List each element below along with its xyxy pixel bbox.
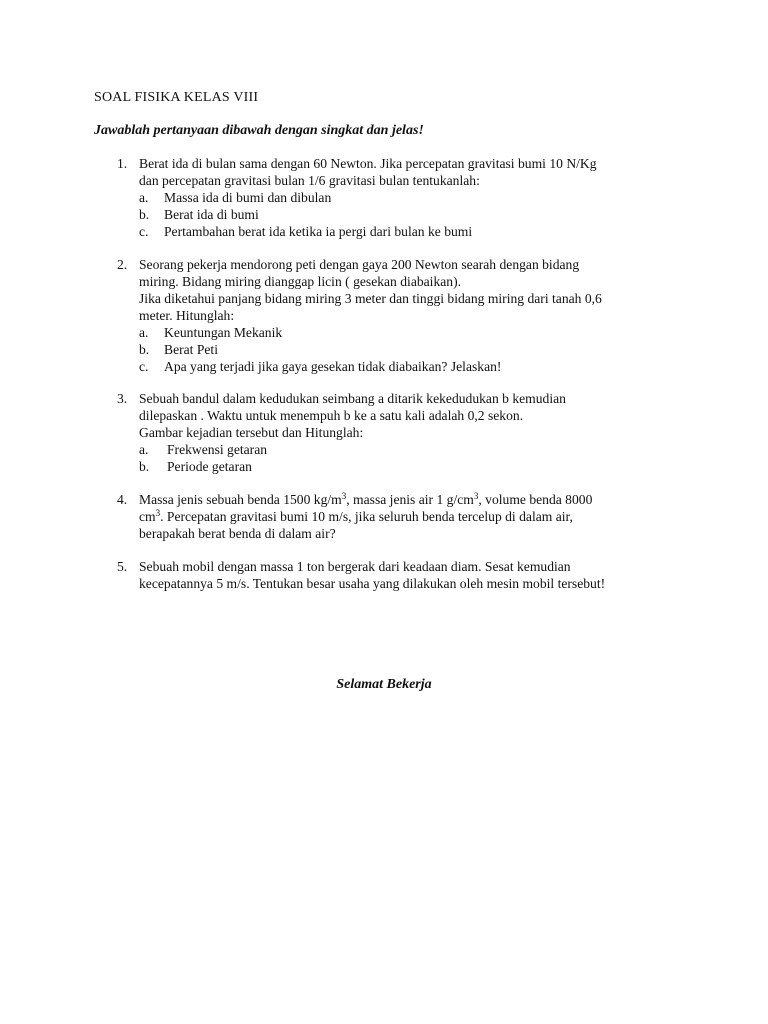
sub-text: Berat Peti <box>164 342 218 357</box>
sub-letter: c. <box>139 359 149 374</box>
sub-letter: b. <box>139 207 150 222</box>
question-text-line: Gambar kejadian tersebut dan Hitunglah: <box>139 425 364 440</box>
question-text-line: dilepaskan . Waktu untuk menempuh b ke a satu kali adalah 0,2 sekon. <box>139 408 524 423</box>
sub-letter: b. <box>139 459 150 474</box>
question-number: 2. <box>117 257 128 272</box>
sub-question-c <box>139 358 697 375</box>
text-segment: Massa jenis sebuah benda 1500 kg/m <box>139 492 342 507</box>
question-text-line <box>139 491 697 508</box>
question-text-line: meter. Hitunglah: <box>139 308 235 323</box>
text-segment: . Percepatan gravitasi bumi 10 m/s, jika seluruh benda tercelup di dalam air, <box>160 509 573 524</box>
question-number: 5. <box>117 559 128 574</box>
sub-letter: c. <box>139 224 149 239</box>
question-5 <box>117 558 697 592</box>
superscript: 3 <box>155 508 161 518</box>
instruction-text: Jawablah pertanyaan dibawah dengan singkat dan jelas! <box>94 123 424 138</box>
question-text-line: berapakah berat benda di dalam air? <box>139 526 336 541</box>
sub-text: Keuntungan Mekanik <box>164 325 283 340</box>
question-text-line: Jika diketahui panjang bidang miring 3 meter dan tinggi bidang miring dari tanah 0,6 <box>139 291 602 306</box>
sub-letter: a. <box>139 442 149 457</box>
question-text-line: Sebuah bandul dalam kedudukan seimbang a ditarik kekedudukan b kemudian <box>139 391 566 406</box>
question-text-line: Seorang pekerja mendorong peti dengan gaya 200 Newton searah dengan bidang <box>139 257 580 272</box>
question-2 <box>117 256 697 375</box>
sub-text: Apa yang terjadi jika gaya gesekan tidak diabaikan? Jelaskan! <box>164 359 502 374</box>
question-text-line: Berat ida di bulan sama dengan 60 Newton. Jika percepatan gravitasi bumi 10 N/Kg <box>139 156 597 171</box>
sub-text: Pertambahan berat ida ketika ia pergi dari bulan ke bumi <box>164 224 473 239</box>
sub-text: Berat ida di bumi <box>164 207 259 222</box>
question-3 <box>117 390 697 475</box>
sub-letter: a. <box>139 190 149 205</box>
text-segment: cm <box>139 509 156 524</box>
text-segment: , volume benda 8000 <box>478 492 593 507</box>
question-number: 3. <box>117 391 128 406</box>
superscript: 3 <box>473 491 479 501</box>
question-1 <box>117 155 697 240</box>
sub-text: Periode getaran <box>167 459 252 474</box>
question-4 <box>117 491 697 542</box>
question-text-line: Sebuah mobil dengan massa 1 ton bergerak dari keadaan diam. Sesat kemudian <box>139 559 571 574</box>
question-text-line <box>139 508 697 525</box>
question-number: 1. <box>117 156 128 171</box>
text-segment: , massa jenis air 1 g/cm <box>346 492 474 507</box>
sub-letter: b. <box>139 342 150 357</box>
question-number: 4. <box>117 492 128 507</box>
superscript: 3 <box>341 491 347 501</box>
question-text-line: miring. Bidang miring dianggap licin ( gesekan diabaikan). <box>139 274 462 289</box>
sub-question-a <box>139 324 697 341</box>
sub-question-b <box>139 341 697 358</box>
document-title: SOAL FISIKA KELAS VIII <box>94 90 259 105</box>
closing-text: Selamat Bekerja <box>336 677 432 692</box>
sub-text: Massa ida di bumi dan dibulan <box>164 190 332 205</box>
sub-question-c <box>139 223 697 240</box>
sub-question-a <box>139 441 697 458</box>
sub-text: Frekwensi getaran <box>167 442 268 457</box>
sub-question-b <box>139 206 697 223</box>
sub-letter: a. <box>139 325 149 340</box>
question-text-line: kecepatannya 5 m/s. Tentukan besar usaha yang dilakukan oleh mesin mobil tersebut! <box>139 576 606 591</box>
sub-question-b <box>139 458 697 475</box>
question-text-line: dan percepatan gravitasi bulan 1/6 gravitasi bulan tentukanlah: <box>139 173 480 188</box>
sub-question-a <box>139 189 697 206</box>
